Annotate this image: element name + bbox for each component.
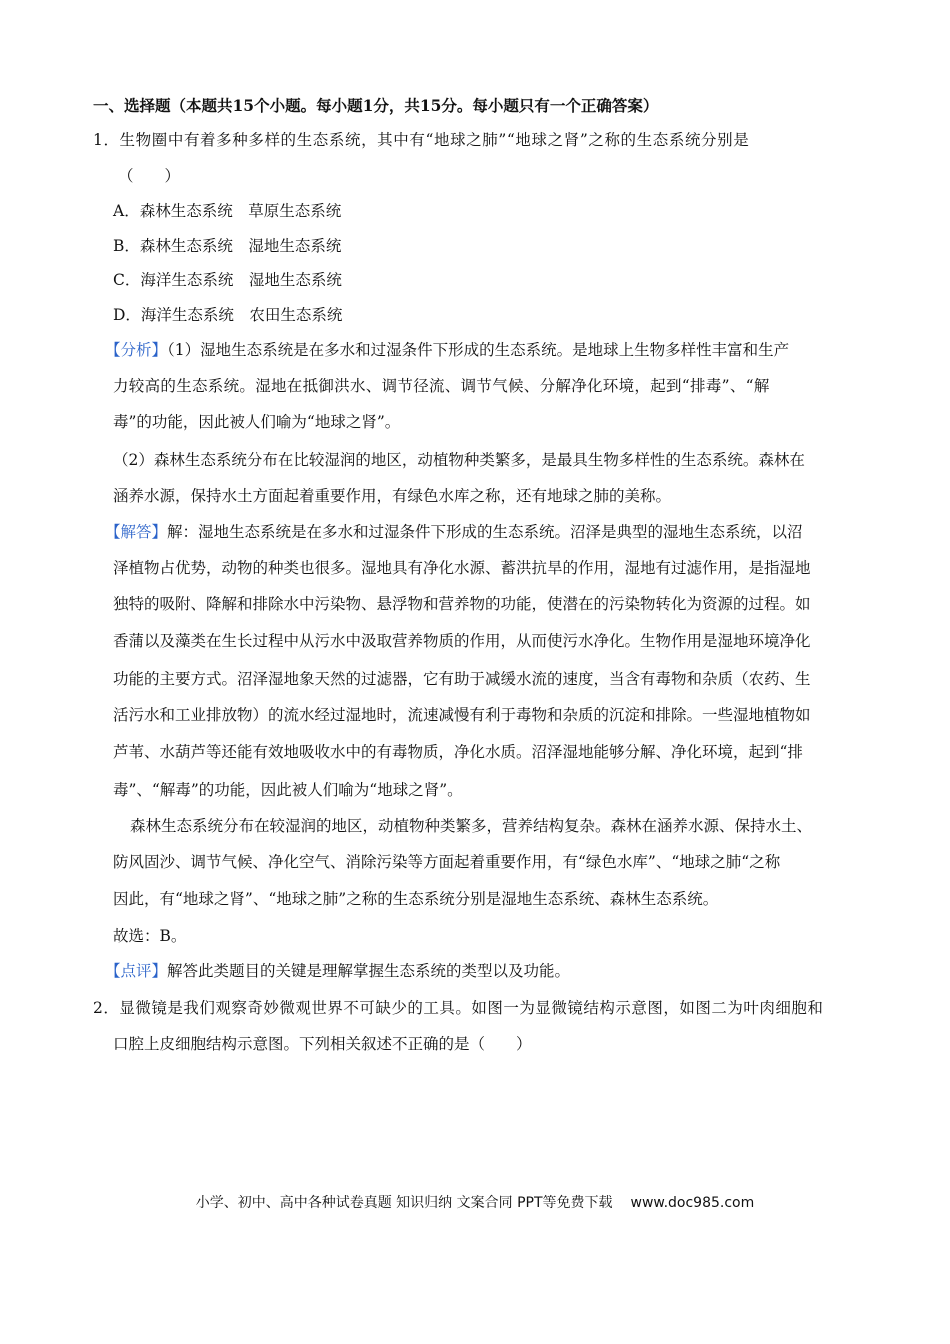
comment-text: 解答此类题目的关键是理解掌握生态系统的类型以及功能。 <box>167 962 571 980</box>
answer-line-2: 泽植物占优势，动物的种类也很多。湿地具有净化水源、蓄洪抗旱的作用，湿地有过滤作用，是指湿地 <box>113 559 811 577</box>
footer-text: 小学、初中、高中各种试卷真题 知识归纳 文案合同 PPT等免费下载 <box>195 1195 613 1211</box>
comment-line <box>105 961 570 981</box>
answer-text: 解：湿地生态系统是在多水和过湿条件下形成的生态系统。沼泽是典型的湿地生态系统，以沼 <box>167 523 803 541</box>
question-2-stem: 2．显微镜是我们观察奇妙微观世界不可缺少的工具。如图一为显微镜结构示意图，如图二为叶肉细胞和 <box>93 999 824 1017</box>
analysis-tag: 【分析】 <box>105 341 168 359</box>
question-1-stem: 1．生物圈中有着多种多样的生态系统，其中有“地球之肺”“地球之肾”之称的生态系统分别是 <box>93 131 750 149</box>
footer-url[interactable]: www.doc985.com <box>630 1195 755 1211</box>
answer-line-9: 森林生态系统分布在较湿润的地区，动植物种类繁多，营养结构复杂。森林在涵养水源、保持水土、 <box>130 817 813 835</box>
comment-tag: 【点评】 <box>105 962 168 980</box>
analysis-line-4: （2）森林生态系统分布在比较湿润的地区，动植物种类繁多，是最具生物多样性的生态系统。森林在 <box>113 451 805 469</box>
answer-line-5: 功能的主要方式。沼泽湿地象天然的过滤器，它有助于减缓水流的速度，当含有毒物和杂质（农药、生 <box>113 670 811 688</box>
question-2-stem-continued: 口腔上皮细胞结构示意图。下列相关叙述不正确的是（ ） <box>113 1035 532 1053</box>
answer-line-3: 独特的吸附、降解和排除水中污染物、悬浮物和营养物的功能，使潜在的污染物转化为资源的过程。如 <box>113 595 811 613</box>
answer-line-10: 防风固沙、调节气候、净化空气、消除污染等方面起着重要作用，有“绿色水库”、“地球之肺“之称 <box>113 853 781 871</box>
analysis-line-5: 涵养水源，保持水土方面起着重要作用，有绿色水库之称，还有地球之肺的美称。 <box>113 487 672 505</box>
answer-line-1 <box>105 522 803 542</box>
page-footer <box>0 1192 950 1212</box>
question-1-answer-blank: （ ） <box>118 167 181 185</box>
option-d: D．海洋生态系统 农田生态系统 <box>113 306 343 324</box>
answer-line-11: 因此，有“地球之肾”、“地球之肺”之称的生态系统分别是湿地生态系统、森林生态系统。 <box>113 890 719 908</box>
option-b: B．森林生态系统 湿地生态系统 <box>113 237 342 255</box>
analysis-text: （1）湿地生态系统是在多水和过湿条件下形成的生态系统。是地球上生物多样性丰富和生产 <box>167 341 790 359</box>
option-a: A．森林生态系统 草原生态系统 <box>113 202 342 220</box>
section-title: 一、选择题（本题共15个小题。每小题1分，共15分。每小题只有一个正确答案） <box>93 96 659 115</box>
answer-line-8: 毒”、“解毒”的功能，因此被人们喻为“地球之肾”。 <box>113 781 463 799</box>
answer-line-4: 香蒲以及藻类在生长过程中从污水中汲取营养物质的作用，从而使污水净化。生物作用是湿地环境净化 <box>113 632 811 650</box>
analysis-line-2: 力较高的生态系统。湿地在抵御洪水、调节径流、调节气候、分解净化环境，起到“排毒”、“解 <box>113 377 770 395</box>
answer-line-7: 芦苇、水葫芦等还能有效地吸收水中的有毒物质，净化水质。沼泽湿地能够分解、净化环境，起到“排 <box>113 743 803 761</box>
answer-tag: 【解答】 <box>105 523 168 541</box>
option-c: C．海洋生态系统 湿地生态系统 <box>113 271 342 289</box>
answer-conclusion: 故选：B。 <box>113 927 187 945</box>
answer-line-6: 活污水和工业排放物）的流水经过湿地时，流速减慢有利于毒物和杂质的沉淀和排除。一些湿地植物如 <box>113 706 811 724</box>
analysis-line-3: 毒”的功能，因此被人们喻为“地球之肾”。 <box>113 413 401 431</box>
analysis-line-1 <box>105 340 789 360</box>
